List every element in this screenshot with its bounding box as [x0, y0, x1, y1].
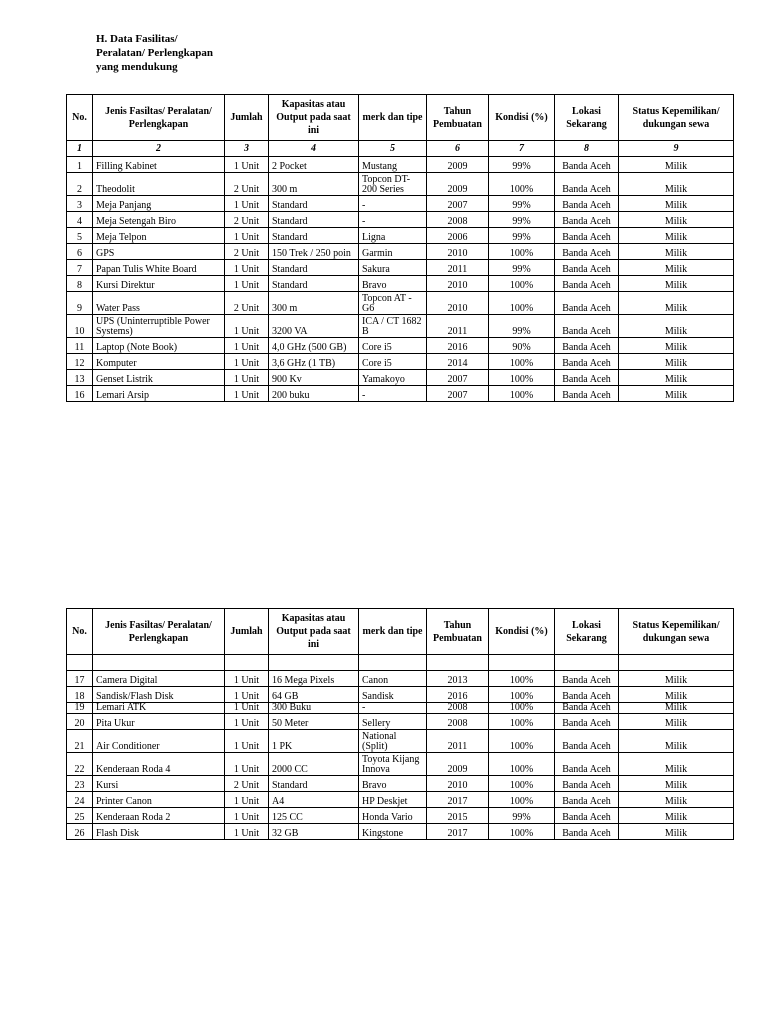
- cell-merk: Core i5: [359, 338, 427, 354]
- cell-merk: Topcon AT - G6: [359, 292, 427, 315]
- cell-tahun: 2015: [427, 808, 489, 824]
- cell-merk: Bravo: [359, 276, 427, 292]
- cell-status: Milik: [619, 808, 734, 824]
- cell-lokasi: Banda Aceh: [555, 753, 619, 776]
- cell-jenis: Kenderaan Roda 2: [93, 808, 225, 824]
- cell-tahun: 2007: [427, 370, 489, 386]
- cell-jenis: Air Conditioner: [93, 730, 225, 753]
- cell-kapasitas: 32 GB: [269, 824, 359, 840]
- cell-kapasitas: A4: [269, 792, 359, 808]
- cell-jumlah: 1 Unit: [225, 687, 269, 703]
- header-kondisi: Kondisi (%): [489, 609, 555, 655]
- cell-lokasi: Banda Aceh: [555, 228, 619, 244]
- cell-no: 3: [67, 196, 93, 212]
- cell-status: Milik: [619, 703, 734, 714]
- cell-kondisi: 100%: [489, 671, 555, 687]
- cell-jenis: Laptop (Note Book): [93, 338, 225, 354]
- table-row: [67, 157, 734, 173]
- cell-lokasi: Banda Aceh: [555, 730, 619, 753]
- blank-cell: [489, 655, 555, 671]
- column-number: 3: [225, 141, 269, 157]
- column-number: 9: [619, 141, 734, 157]
- cell-merk: Bravo: [359, 776, 427, 792]
- cell-jumlah: 1 Unit: [225, 338, 269, 354]
- header-merk: merk dan tipe: [359, 609, 427, 655]
- cell-merk: -: [359, 386, 427, 402]
- cell-merk: Yamakoyo: [359, 370, 427, 386]
- cell-no: 25: [67, 808, 93, 824]
- cell-jumlah: 1 Unit: [225, 228, 269, 244]
- cell-status: Milik: [619, 824, 734, 840]
- table-body: [67, 157, 734, 402]
- cell-kapasitas: 64 GB: [269, 687, 359, 703]
- cell-lokasi: Banda Aceh: [555, 276, 619, 292]
- cell-jenis: Kenderaan Roda 4: [93, 753, 225, 776]
- cell-jenis: Lemari Arsip: [93, 386, 225, 402]
- header-lokasi: Lokasi Sekarang: [555, 609, 619, 655]
- column-number-row: [67, 141, 734, 157]
- cell-kondisi: 100%: [489, 730, 555, 753]
- cell-lokasi: Banda Aceh: [555, 354, 619, 370]
- cell-lokasi: Banda Aceh: [555, 703, 619, 714]
- header-kondisi: Kondisi (%): [489, 95, 555, 141]
- table-row: [67, 338, 734, 354]
- cell-kapasitas: 900 Kv: [269, 370, 359, 386]
- cell-kapasitas: Standard: [269, 228, 359, 244]
- cell-kapasitas: Standard: [269, 196, 359, 212]
- cell-kondisi: 100%: [489, 792, 555, 808]
- cell-merk: Garmin: [359, 244, 427, 260]
- table-row: [67, 730, 734, 753]
- cell-tahun: 2006: [427, 228, 489, 244]
- table-row: [67, 228, 734, 244]
- column-number: 8: [555, 141, 619, 157]
- cell-jenis: Sandisk/Flash Disk: [93, 687, 225, 703]
- section-title: [96, 32, 276, 74]
- cell-jumlah: 1 Unit: [225, 157, 269, 173]
- cell-kondisi: 100%: [489, 753, 555, 776]
- blank-row: [67, 655, 734, 671]
- cell-jumlah: 1 Unit: [225, 276, 269, 292]
- cell-merk: Kingstone: [359, 824, 427, 840]
- cell-tahun: 2010: [427, 776, 489, 792]
- cell-lokasi: Banda Aceh: [555, 370, 619, 386]
- header-merk: merk dan tipe: [359, 95, 427, 141]
- blank-cell: [555, 655, 619, 671]
- cell-tahun: 2010: [427, 276, 489, 292]
- cell-tahun: 2009: [427, 173, 489, 196]
- cell-jenis: Meja Setengah Biro: [93, 212, 225, 228]
- cell-jumlah: 1 Unit: [225, 824, 269, 840]
- cell-kondisi: 100%: [489, 173, 555, 196]
- cell-no: 19: [67, 703, 93, 714]
- cell-jumlah: 1 Unit: [225, 260, 269, 276]
- table-row: [67, 792, 734, 808]
- blank-cell: [225, 655, 269, 671]
- column-number: 5: [359, 141, 427, 157]
- cell-tahun: 2014: [427, 354, 489, 370]
- cell-status: Milik: [619, 730, 734, 753]
- header-status: Status Kepemilikan/ dukungan sewa: [619, 609, 734, 655]
- cell-kapasitas: 300 m: [269, 173, 359, 196]
- cell-kondisi: 100%: [489, 386, 555, 402]
- cell-jumlah: 1 Unit: [225, 196, 269, 212]
- table-row: [67, 315, 734, 338]
- table-row: [67, 753, 734, 776]
- cell-lokasi: Banda Aceh: [555, 386, 619, 402]
- cell-lokasi: Banda Aceh: [555, 776, 619, 792]
- cell-lokasi: Banda Aceh: [555, 315, 619, 338]
- cell-status: Milik: [619, 370, 734, 386]
- cell-merk: Mustang: [359, 157, 427, 173]
- cell-status: Milik: [619, 671, 734, 687]
- cell-lokasi: Banda Aceh: [555, 157, 619, 173]
- cell-lokasi: Banda Aceh: [555, 292, 619, 315]
- table-row: [67, 212, 734, 228]
- cell-merk: -: [359, 703, 427, 714]
- header-lokasi: Lokasi Sekarang: [555, 95, 619, 141]
- cell-tahun: 2011: [427, 315, 489, 338]
- cell-jenis: UPS (Uninterruptible Power Systems): [93, 315, 225, 338]
- cell-no: 12: [67, 354, 93, 370]
- table-row: [67, 386, 734, 402]
- cell-no: 6: [67, 244, 93, 260]
- cell-merk: -: [359, 196, 427, 212]
- blank-cell: [427, 655, 489, 671]
- cell-merk: Sakura: [359, 260, 427, 276]
- cell-kondisi: 100%: [489, 687, 555, 703]
- cell-merk: HP Deskjet: [359, 792, 427, 808]
- cell-merk: Canon: [359, 671, 427, 687]
- cell-jenis: Kursi: [93, 776, 225, 792]
- cell-merk: Ligna: [359, 228, 427, 244]
- cell-lokasi: Banda Aceh: [555, 687, 619, 703]
- cell-tahun: 2010: [427, 244, 489, 260]
- cell-status: Milik: [619, 157, 734, 173]
- cell-tahun: 2016: [427, 687, 489, 703]
- cell-jenis: Filling Kabinet: [93, 157, 225, 173]
- cell-jenis: Genset Listrik: [93, 370, 225, 386]
- cell-merk: National (Split): [359, 730, 427, 753]
- cell-merk: Sandisk: [359, 687, 427, 703]
- cell-tahun: 2008: [427, 714, 489, 730]
- cell-jenis: Papan Tulis White Board: [93, 260, 225, 276]
- cell-kondisi: 99%: [489, 228, 555, 244]
- cell-no: 10: [67, 315, 93, 338]
- table-header-row: [67, 609, 734, 655]
- cell-kondisi: 100%: [489, 354, 555, 370]
- cell-jumlah: 2 Unit: [225, 173, 269, 196]
- table-row: [67, 354, 734, 370]
- cell-status: Milik: [619, 244, 734, 260]
- cell-no: 26: [67, 824, 93, 840]
- table-body: [67, 671, 734, 840]
- cell-jumlah: 1 Unit: [225, 354, 269, 370]
- cell-jenis: Printer Canon: [93, 792, 225, 808]
- header-tahun: Tahun Pembuatan: [427, 95, 489, 141]
- cell-kapasitas: 2000 CC: [269, 753, 359, 776]
- cell-jenis: Meja Telpon: [93, 228, 225, 244]
- table-row: [67, 370, 734, 386]
- cell-lokasi: Banda Aceh: [555, 792, 619, 808]
- cell-jumlah: 1 Unit: [225, 703, 269, 714]
- cell-merk: ICA / CT 1682 B: [359, 315, 427, 338]
- cell-kapasitas: 300 Buku: [269, 703, 359, 714]
- cell-tahun: 2017: [427, 792, 489, 808]
- column-number: 1: [67, 141, 93, 157]
- header-status: Status Kepemilikan/ dukungan sewa: [619, 95, 734, 141]
- cell-jenis: Lemari ATK: [93, 703, 225, 714]
- cell-jenis: GPS: [93, 244, 225, 260]
- cell-status: Milik: [619, 776, 734, 792]
- cell-kapasitas: 200 buku: [269, 386, 359, 402]
- section-title-line: yang mendukung: [96, 61, 178, 73]
- cell-no: 8: [67, 276, 93, 292]
- cell-jumlah: 1 Unit: [225, 808, 269, 824]
- cell-jumlah: 2 Unit: [225, 212, 269, 228]
- cell-status: Milik: [619, 260, 734, 276]
- cell-jumlah: 1 Unit: [225, 315, 269, 338]
- table-row: [67, 196, 734, 212]
- cell-kapasitas: 3,6 GHz (1 TB): [269, 354, 359, 370]
- cell-kapasitas: 300 m: [269, 292, 359, 315]
- cell-merk: Toyota Kijang Innova: [359, 753, 427, 776]
- cell-kondisi: 100%: [489, 276, 555, 292]
- cell-jenis: Theodolit: [93, 173, 225, 196]
- cell-no: 20: [67, 714, 93, 730]
- cell-jenis: Flash Disk: [93, 824, 225, 840]
- cell-lokasi: Banda Aceh: [555, 260, 619, 276]
- cell-lokasi: Banda Aceh: [555, 671, 619, 687]
- cell-kapasitas: Standard: [269, 260, 359, 276]
- cell-lokasi: Banda Aceh: [555, 808, 619, 824]
- cell-status: Milik: [619, 792, 734, 808]
- cell-kondisi: 99%: [489, 196, 555, 212]
- cell-kapasitas: 2 Pocket: [269, 157, 359, 173]
- blank-cell: [269, 655, 359, 671]
- table-row: [67, 276, 734, 292]
- cell-status: Milik: [619, 276, 734, 292]
- cell-tahun: 2007: [427, 386, 489, 402]
- cell-jenis: Camera Digital: [93, 671, 225, 687]
- cell-tahun: 2013: [427, 671, 489, 687]
- cell-jenis: Kursi Direktur: [93, 276, 225, 292]
- cell-kapasitas: 150 Trek / 250 poin: [269, 244, 359, 260]
- cell-jenis: Water Pass: [93, 292, 225, 315]
- cell-kondisi: 99%: [489, 157, 555, 173]
- cell-status: Milik: [619, 753, 734, 776]
- cell-no: 7: [67, 260, 93, 276]
- cell-jumlah: 1 Unit: [225, 370, 269, 386]
- cell-jenis: Meja Panjang: [93, 196, 225, 212]
- table-row: [67, 714, 734, 730]
- cell-kondisi: 100%: [489, 370, 555, 386]
- cell-kondisi: 100%: [489, 703, 555, 714]
- cell-tahun: 2016: [427, 338, 489, 354]
- cell-merk: Honda Vario: [359, 808, 427, 824]
- cell-lokasi: Banda Aceh: [555, 196, 619, 212]
- cell-no: 23: [67, 776, 93, 792]
- section-title-line: Peralatan/ Perlengkapan: [96, 47, 214, 59]
- facilities-table-1: [66, 94, 734, 402]
- cell-status: Milik: [619, 315, 734, 338]
- table-row: [67, 244, 734, 260]
- header-no: No.: [67, 95, 93, 141]
- header-jumlah: Jumlah: [225, 95, 269, 141]
- cell-tahun: 2009: [427, 157, 489, 173]
- cell-tahun: 2007: [427, 196, 489, 212]
- table-row: [67, 173, 734, 196]
- cell-no: 11: [67, 338, 93, 354]
- cell-status: Milik: [619, 292, 734, 315]
- cell-jumlah: 1 Unit: [225, 714, 269, 730]
- cell-kapasitas: 125 CC: [269, 808, 359, 824]
- cell-no: 16: [67, 386, 93, 402]
- header-tahun: Tahun Pembuatan: [427, 609, 489, 655]
- cell-no: 9: [67, 292, 93, 315]
- cell-kapasitas: Standard: [269, 276, 359, 292]
- blank-cell: [619, 655, 734, 671]
- cell-tahun: 2017: [427, 824, 489, 840]
- cell-kondisi: 99%: [489, 315, 555, 338]
- column-number: 7: [489, 141, 555, 157]
- header-no: No.: [67, 609, 93, 655]
- cell-no: 5: [67, 228, 93, 244]
- cell-tahun: 2010: [427, 292, 489, 315]
- cell-jumlah: 1 Unit: [225, 386, 269, 402]
- cell-no: 13: [67, 370, 93, 386]
- cell-status: Milik: [619, 354, 734, 370]
- cell-lokasi: Banda Aceh: [555, 824, 619, 840]
- cell-jumlah: 1 Unit: [225, 753, 269, 776]
- cell-merk: Sellery: [359, 714, 427, 730]
- cell-kapasitas: 3200 VA: [269, 315, 359, 338]
- table-row: [67, 703, 734, 714]
- cell-status: Milik: [619, 196, 734, 212]
- cell-tahun: 2008: [427, 703, 489, 714]
- cell-lokasi: Banda Aceh: [555, 338, 619, 354]
- column-number: 6: [427, 141, 489, 157]
- cell-no: 24: [67, 792, 93, 808]
- cell-lokasi: Banda Aceh: [555, 714, 619, 730]
- cell-status: Milik: [619, 687, 734, 703]
- cell-kondisi: 99%: [489, 260, 555, 276]
- cell-tahun: 2009: [427, 753, 489, 776]
- cell-tahun: 2011: [427, 260, 489, 276]
- column-number: 4: [269, 141, 359, 157]
- cell-status: Milik: [619, 228, 734, 244]
- header-kapasitas: Kapasitas atau Output pada saat ini: [269, 609, 359, 655]
- header-jenis: Jenis Fasiltas/ Peralatan/ Perlengkapan: [93, 95, 225, 141]
- cell-status: Milik: [619, 714, 734, 730]
- cell-no: 18: [67, 687, 93, 703]
- cell-lokasi: Banda Aceh: [555, 212, 619, 228]
- header-jenis: Jenis Fasiltas/ Peralatan/ Perlengkapan: [93, 609, 225, 655]
- cell-kondisi: 99%: [489, 808, 555, 824]
- table-header-row: [67, 95, 734, 141]
- column-number: 2: [93, 141, 225, 157]
- cell-jumlah: 1 Unit: [225, 792, 269, 808]
- cell-merk: Topcon DT-200 Series: [359, 173, 427, 196]
- table-row: [67, 776, 734, 792]
- cell-status: Milik: [619, 212, 734, 228]
- cell-tahun: 2011: [427, 730, 489, 753]
- blank-cell: [93, 655, 225, 671]
- cell-jumlah: 1 Unit: [225, 730, 269, 753]
- cell-jenis: Komputer: [93, 354, 225, 370]
- cell-merk: -: [359, 212, 427, 228]
- cell-tahun: 2008: [427, 212, 489, 228]
- header-jumlah: Jumlah: [225, 609, 269, 655]
- cell-jumlah: 1 Unit: [225, 671, 269, 687]
- cell-jenis: Pita Ukur: [93, 714, 225, 730]
- cell-kondisi: 100%: [489, 776, 555, 792]
- table-row: [67, 671, 734, 687]
- cell-status: Milik: [619, 386, 734, 402]
- cell-kapasitas: 1 PK: [269, 730, 359, 753]
- header-kapasitas: Kapasitas atau Output pada saat ini: [269, 95, 359, 141]
- cell-kapasitas: Standard: [269, 776, 359, 792]
- cell-status: Milik: [619, 338, 734, 354]
- cell-kondisi: 100%: [489, 292, 555, 315]
- table-row: [67, 292, 734, 315]
- cell-lokasi: Banda Aceh: [555, 173, 619, 196]
- section-title-line: H. Data Fasilitas/: [96, 33, 178, 45]
- table-row: [67, 808, 734, 824]
- cell-lokasi: Banda Aceh: [555, 244, 619, 260]
- cell-kapasitas: 50 Meter: [269, 714, 359, 730]
- cell-kapasitas: 4,0 GHz (500 GB): [269, 338, 359, 354]
- cell-no: 4: [67, 212, 93, 228]
- blank-cell: [359, 655, 427, 671]
- cell-no: 22: [67, 753, 93, 776]
- cell-no: 21: [67, 730, 93, 753]
- cell-kondisi: 90%: [489, 338, 555, 354]
- cell-jumlah: 2 Unit: [225, 292, 269, 315]
- facilities-table-2: [66, 608, 734, 840]
- cell-jumlah: 2 Unit: [225, 776, 269, 792]
- table-row: [67, 260, 734, 276]
- cell-kondisi: 100%: [489, 244, 555, 260]
- table-row: [67, 687, 734, 703]
- table-row: [67, 824, 734, 840]
- cell-no: 17: [67, 671, 93, 687]
- cell-jumlah: 2 Unit: [225, 244, 269, 260]
- cell-no: 1: [67, 157, 93, 173]
- cell-kondisi: 99%: [489, 212, 555, 228]
- cell-kapasitas: 16 Mega Pixels: [269, 671, 359, 687]
- cell-status: Milik: [619, 173, 734, 196]
- cell-no: 2: [67, 173, 93, 196]
- cell-kapasitas: Standard: [269, 212, 359, 228]
- cell-merk: Core i5: [359, 354, 427, 370]
- cell-kondisi: 100%: [489, 714, 555, 730]
- blank-cell: [67, 655, 93, 671]
- cell-kondisi: 100%: [489, 824, 555, 840]
